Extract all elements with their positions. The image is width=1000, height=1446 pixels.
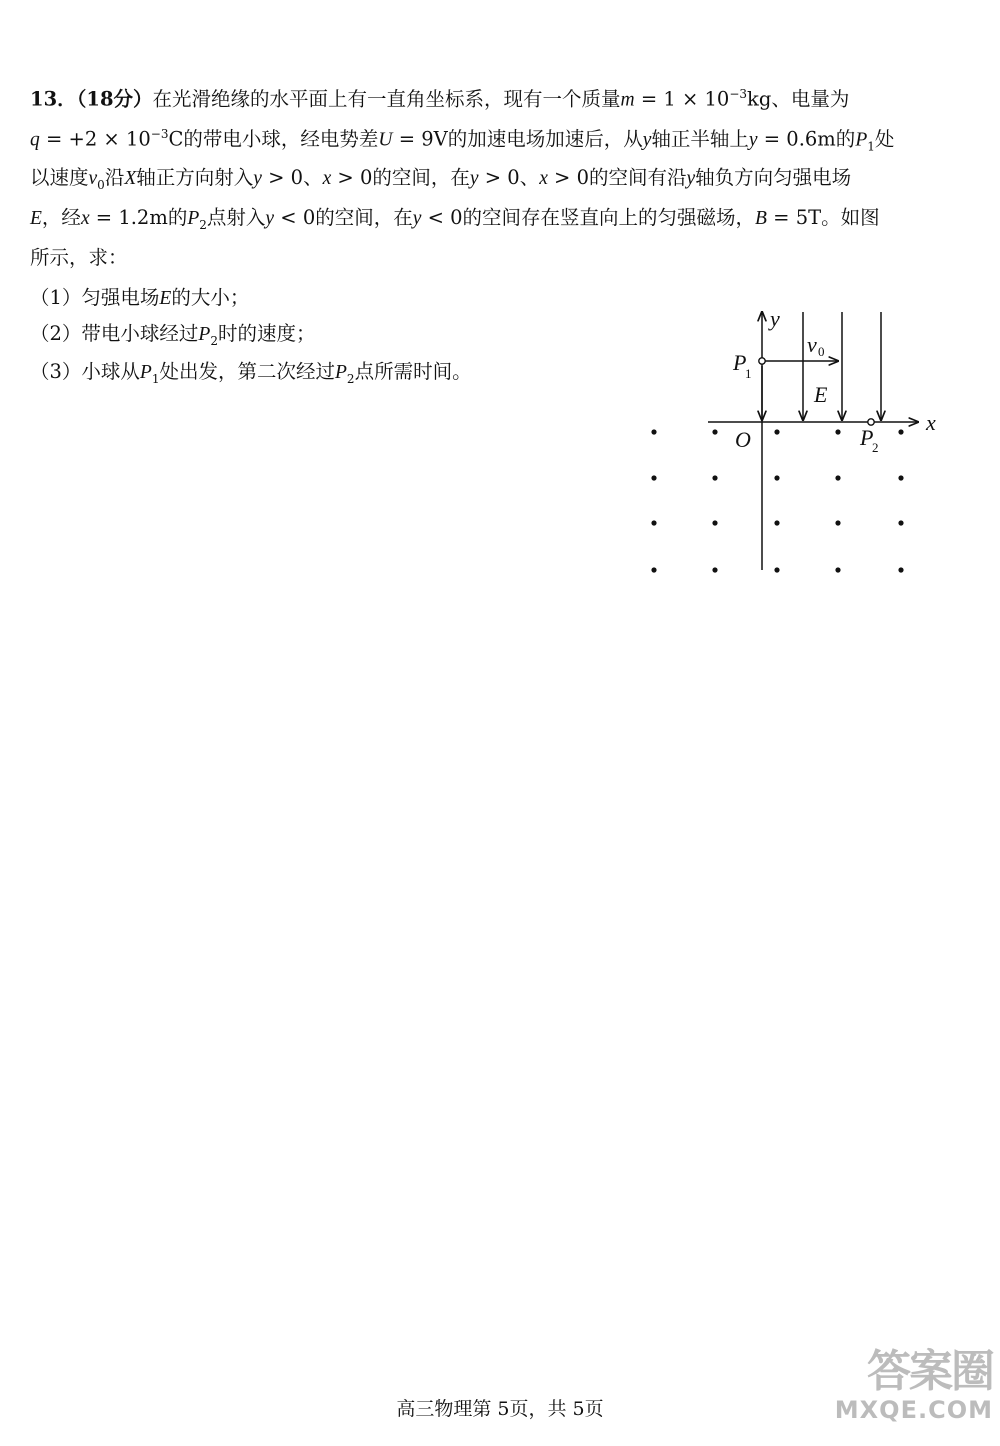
subscript: 1 — [867, 139, 875, 154]
field-dot — [835, 475, 840, 480]
p2-label-sub: 2 — [872, 440, 879, 455]
field-dot — [898, 520, 903, 525]
text: （3）小球从 — [30, 360, 140, 383]
text: < 0的空间，在 — [274, 206, 413, 229]
v0-label-sub: 0 — [818, 344, 825, 359]
var-y: y — [253, 168, 262, 189]
text: = 1 × 10 — [634, 87, 730, 111]
text: 轴正半轴上 — [651, 127, 749, 151]
subscript: 2 — [199, 217, 207, 232]
text: 点射入 — [206, 206, 266, 229]
text: 轴正方向射入 — [136, 166, 254, 189]
question-3 — [30, 356, 472, 386]
var-y: y — [748, 129, 758, 151]
var-y: y — [265, 208, 275, 229]
field-dot — [651, 429, 656, 434]
exponent: −3 — [729, 87, 748, 101]
field-dot — [898, 429, 903, 434]
p1-label-sub: 1 — [745, 366, 752, 381]
field-dot — [712, 475, 717, 480]
text: = 9V的加速电场加速后，从 — [392, 127, 643, 151]
var-x: x — [80, 208, 90, 229]
text: > 0的空间，在 — [331, 166, 470, 189]
field-dot — [712, 520, 717, 525]
field-dot — [835, 567, 840, 572]
field-dot — [712, 429, 717, 434]
text: C的带电小球，经电势差 — [168, 127, 379, 151]
text: 以速度 — [30, 166, 89, 189]
field-dot — [651, 520, 656, 525]
field-dot — [651, 475, 656, 480]
problem-line-5: 所示，求： — [30, 246, 128, 269]
var-y: y — [469, 168, 479, 189]
field-dot — [712, 567, 717, 572]
var-x: X — [124, 168, 137, 189]
problem-line-3 — [30, 168, 851, 191]
text: = 5T。如图 — [766, 206, 880, 229]
field-dot — [898, 475, 903, 480]
problem-line-1 — [30, 88, 849, 110]
problem-line-4 — [30, 208, 880, 231]
text: （1）匀强电场 — [30, 286, 160, 309]
v0-label: v — [807, 332, 817, 357]
problem-line-2 — [30, 128, 894, 152]
problem-number: 13．（18分） — [30, 87, 153, 111]
var-x: x — [539, 168, 548, 189]
var-p: P — [198, 324, 211, 345]
field-diagram — [640, 300, 960, 585]
var-e: E — [159, 288, 172, 309]
field-dot — [774, 475, 779, 480]
var-v: v — [88, 168, 98, 189]
var-y: y — [642, 129, 652, 151]
watermark — [828, 1348, 993, 1438]
exponent: −3 — [150, 127, 169, 141]
field-dot — [898, 567, 903, 572]
var-m: m — [620, 89, 635, 111]
text: < 0的空间存在竖直向上的匀强磁场， — [421, 206, 756, 229]
watermark-url: MXQE.COM — [834, 1396, 993, 1424]
text: 处出发，第二次经过 — [159, 360, 335, 383]
subscript: 0 — [97, 177, 105, 192]
field-dot — [835, 429, 840, 434]
text: ，经 — [41, 206, 81, 229]
text: > 0的空间有沿 — [547, 166, 687, 189]
p1-label: P — [733, 350, 747, 375]
subscript: 2 — [346, 371, 355, 386]
watermark-logo: 答案圈 — [867, 1346, 993, 1397]
x-axis-label: x — [926, 410, 936, 435]
magnetic-field-dots — [651, 429, 903, 572]
var-x: x — [322, 168, 332, 189]
page-footer: 高三物理第 5页，共 5页 — [396, 1398, 604, 1420]
text: = 1.2m的 — [89, 206, 188, 229]
text: kg、电量为 — [747, 87, 850, 111]
var-p: P — [139, 362, 152, 383]
question-1 — [30, 282, 249, 310]
origin-label: O — [735, 427, 751, 452]
text: = 0.6m的 — [757, 127, 856, 151]
field-dot — [774, 429, 779, 434]
e-field-label: E — [814, 382, 828, 407]
text: 点所需时间。 — [354, 360, 472, 383]
var-q: q — [30, 129, 40, 151]
text: > 0、 — [478, 166, 540, 189]
p1-point — [759, 358, 765, 364]
text: 在光滑绝缘的水平面上有一直角坐标系，现有一个质量 — [152, 87, 621, 111]
field-dot — [774, 567, 779, 572]
text: > 0、 — [261, 166, 323, 189]
text: 轴负方向匀强电场 — [695, 166, 852, 189]
field-dot — [835, 520, 840, 525]
p2-label: P — [860, 425, 874, 450]
var-y: y — [412, 208, 422, 229]
text: 沿 — [104, 166, 125, 189]
question-2 — [30, 318, 316, 348]
var-p: P — [335, 362, 347, 383]
text: （2）带电小球经过 — [30, 322, 199, 345]
var-p: P — [187, 208, 200, 229]
text: 时的速度； — [217, 322, 316, 345]
text: 的大小； — [171, 286, 250, 309]
text: 处 — [874, 127, 895, 151]
field-dot — [774, 520, 779, 525]
y-axis-label: y — [770, 306, 780, 331]
subscript: 2 — [210, 333, 218, 348]
var-e: E — [30, 208, 42, 229]
field-dot — [651, 567, 656, 572]
var-p: P — [855, 129, 868, 151]
var-b: B — [755, 208, 767, 229]
text: = +2 × 10 — [39, 127, 151, 151]
subscript: 1 — [151, 371, 160, 386]
var-y: y — [686, 168, 696, 189]
var-u: U — [378, 129, 393, 151]
